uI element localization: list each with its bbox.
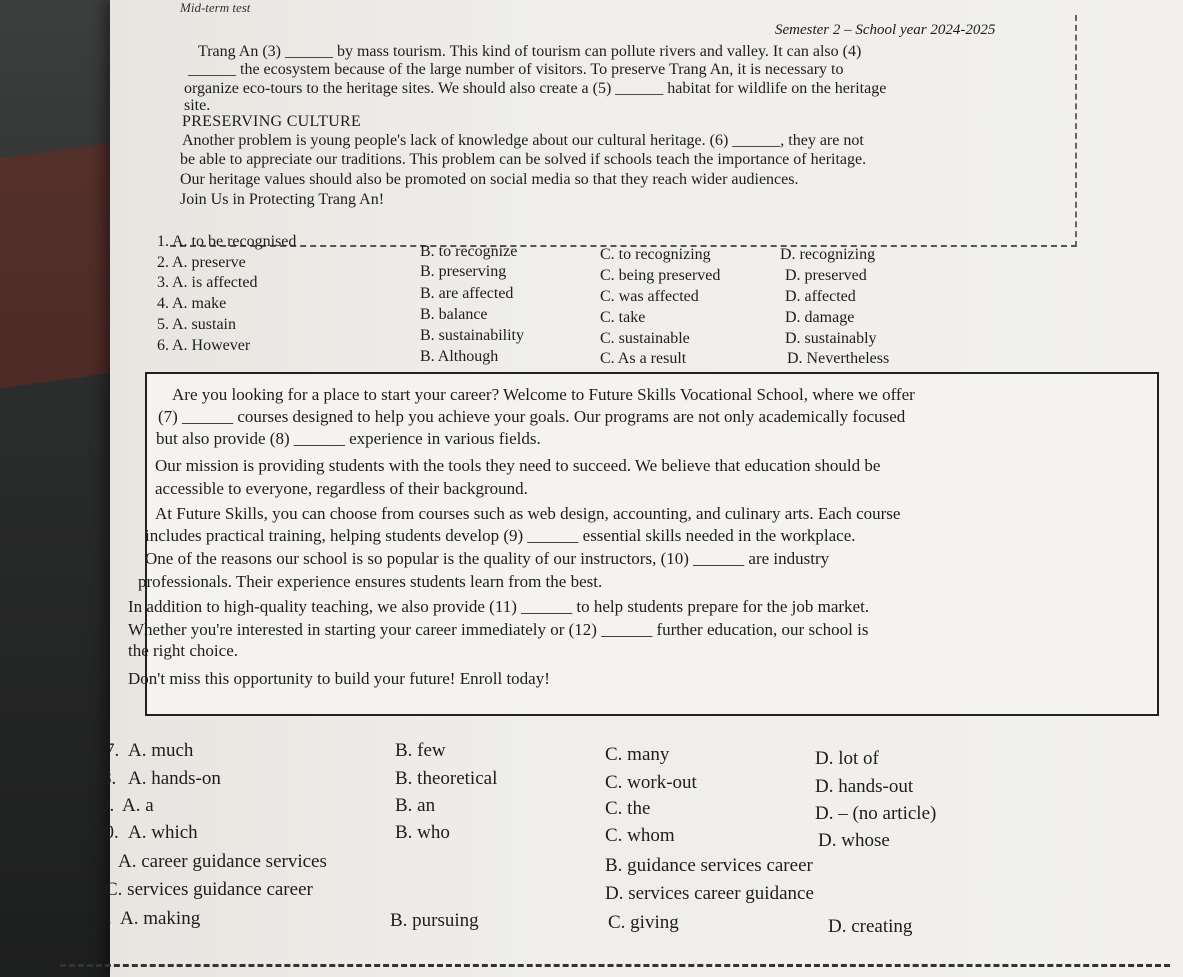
- q4-option-a[interactable]: A. make: [172, 295, 227, 312]
- passage1-line: organize eco-tours to the heritage sites. We should also create a (5) ______ habitat for wildlife on the heritage: [184, 80, 887, 97]
- q2-number: 2.: [157, 254, 169, 271]
- q2-option-b[interactable]: B. preserving: [420, 263, 507, 280]
- q5-option-c[interactable]: C. sustainable: [600, 330, 690, 347]
- q11-option-b[interactable]: B. guidance services career: [605, 855, 813, 876]
- q6-option-c[interactable]: C. As a result: [600, 350, 687, 367]
- q5-option-d[interactable]: D. sustainably: [785, 330, 877, 347]
- q10-option-a[interactable]: A. which: [128, 822, 198, 843]
- passage1-line: Our heritage values should also be promoted on social media so that they reach wider audiences.: [180, 171, 799, 188]
- q6-option-a[interactable]: A. However: [172, 337, 251, 354]
- q3-option-a[interactable]: A. is affected: [172, 274, 258, 291]
- semester-label: Semester 2 – School year 2024-2025: [775, 22, 996, 38]
- passage2-line: accessible to everyone, regardless of their background.: [155, 479, 528, 498]
- q12-option-a[interactable]: A. making: [120, 908, 201, 929]
- q8-option-c[interactable]: C. work-out: [605, 772, 697, 793]
- q10-option-c[interactable]: C. whom: [605, 825, 675, 846]
- q8-number: 8.: [102, 768, 117, 789]
- passage2-line: professionals. Their experience ensures students learn from the best.: [138, 572, 603, 591]
- passage2-line: but also provide (8) ______ experience in various fields.: [156, 429, 541, 448]
- q2-option-d[interactable]: D. preserved: [785, 267, 867, 284]
- q8-option-d[interactable]: D. hands-out: [815, 776, 914, 797]
- q1-option-d[interactable]: D. recognizing: [780, 246, 876, 263]
- passage1-line: Another problem is young people's lack of knowledge about our cultural heritage. (6) ______, they are not: [182, 132, 864, 149]
- passage2-line: In addition to high-quality teaching, we also provide (11) ______ to help students prepare for the job market.: [128, 597, 870, 616]
- q2-option-c[interactable]: C. being preserved: [600, 267, 721, 284]
- q1-option-b[interactable]: B. to recognize: [420, 243, 518, 260]
- q5-number: 5.: [157, 316, 169, 333]
- passage1-line: Trang An (3) ______ by mass tourism. This kind of tourism can pollute rivers and valley. It can also (4): [198, 43, 862, 60]
- q6-option-b[interactable]: B. Although: [420, 348, 499, 365]
- q9-option-c[interactable]: C. the: [605, 798, 651, 819]
- passage2-line: Don't miss this opportunity to build your future! Enroll today!: [128, 669, 550, 688]
- q5-option-b[interactable]: B. sustainability: [420, 327, 524, 344]
- q7-option-c[interactable]: C. many: [605, 744, 670, 765]
- passage2-line: Our mission is providing students with the tools they need to succeed. We believe that education should be: [155, 456, 881, 475]
- passage1-line: site.: [184, 97, 211, 114]
- passage2-line: includes practical training, helping students develop (9) ______ essential skills needed in the workplace.: [145, 526, 856, 545]
- section-heading: PRESERVING CULTURE: [182, 113, 362, 130]
- q6-number: 6.: [157, 337, 169, 354]
- q11-number: 11.: [88, 851, 112, 872]
- q6-option-d[interactable]: D. Nevertheless: [787, 350, 890, 367]
- q12-number: 12.: [88, 908, 112, 929]
- q7-option-d[interactable]: D. lot of: [815, 748, 879, 769]
- q11-option-d[interactable]: D. services career guidance: [605, 883, 814, 904]
- q1-number: 1.: [157, 233, 169, 250]
- passage2-line: the right choice.: [128, 641, 238, 660]
- passage2-line: Are you looking for a place to start your career? Welcome to Future Skills Vocational School, where we offer: [172, 385, 915, 404]
- q9-option-a[interactable]: A. a: [122, 795, 154, 816]
- q2-option-a[interactable]: A. preserve: [172, 254, 246, 271]
- q12-option-d[interactable]: D. creating: [828, 916, 913, 937]
- q1-option-c[interactable]: C. to recognizing: [600, 246, 711, 263]
- q11-option-c[interactable]: C. services guidance career: [105, 879, 313, 900]
- q3-option-d[interactable]: D. affected: [785, 288, 856, 305]
- passage2-line: At Future Skills, you can choose from courses such as web design, accounting, and culinary arts. Each course: [155, 504, 901, 523]
- q4-option-c[interactable]: C. take: [600, 309, 646, 326]
- passage1-line: ______ the ecosystem because of the large number of visitors. To preserve Trang An, it is necessary to: [188, 61, 844, 78]
- q1-option-a[interactable]: A. to be recognised: [172, 233, 297, 250]
- background-object: [0, 142, 120, 389]
- q9-number: 9.: [100, 795, 115, 816]
- passage1-line: be able to appreciate our traditions. This problem can be solved if schools teach the importance of heritage.: [180, 151, 867, 168]
- q10-number: 10.: [95, 822, 119, 843]
- test-label: Mid-term test: [180, 0, 251, 15]
- passage1-line: Join Us in Protecting Trang An!: [180, 191, 385, 208]
- q5-option-a[interactable]: A. sustain: [172, 316, 236, 333]
- passage2-line: (7) ______ courses designed to help you achieve your goals. Our programs are not only academically focused: [158, 407, 906, 426]
- q3-option-b[interactable]: B. are affected: [420, 285, 514, 302]
- q4-number: 4.: [157, 295, 169, 312]
- q3-number: 3.: [157, 274, 169, 291]
- q9-option-d[interactable]: D. – (no article): [815, 803, 937, 824]
- q10-option-b[interactable]: B. who: [395, 822, 450, 843]
- q7-option-a[interactable]: A. much: [128, 740, 194, 761]
- q11-option-a[interactable]: A. career guidance services: [118, 851, 327, 872]
- q3-option-c[interactable]: C. was affected: [600, 288, 699, 305]
- q8-option-a[interactable]: A. hands-on: [128, 768, 221, 789]
- q9-option-b[interactable]: B. an: [395, 795, 436, 816]
- divider: [60, 964, 1170, 967]
- q8-option-b[interactable]: B. theoretical: [395, 768, 498, 789]
- q12-option-c[interactable]: C. giving: [608, 912, 679, 933]
- q4-option-b[interactable]: B. balance: [420, 306, 488, 323]
- q12-option-b[interactable]: B. pursuing: [390, 910, 479, 931]
- q10-option-d[interactable]: D. whose: [818, 830, 890, 851]
- q4-option-d[interactable]: D. damage: [785, 309, 855, 326]
- q7-number: 7.: [105, 740, 120, 761]
- q7-option-b[interactable]: B. few: [395, 740, 446, 761]
- passage2-line: One of the reasons our school is so popular is the quality of our instructors, (10) ______ are industry: [145, 549, 830, 568]
- passage2-line: Whether you're interested in starting your career immediately or (12) ______ further education, our school is: [128, 620, 869, 639]
